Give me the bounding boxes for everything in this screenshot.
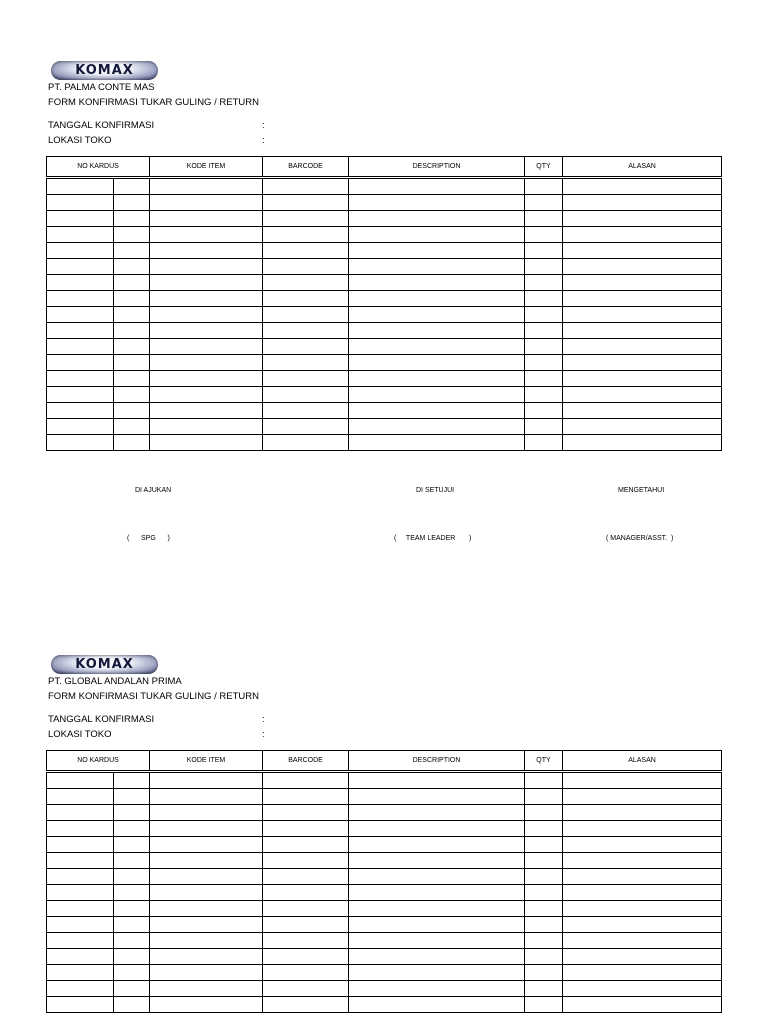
table-row xyxy=(47,227,722,243)
table-cell[interactable] xyxy=(349,949,525,965)
items-table xyxy=(46,750,722,1013)
table-cell[interactable] xyxy=(47,901,114,917)
table-cell[interactable] xyxy=(150,837,263,853)
table-cell[interactable] xyxy=(114,355,150,371)
table-row xyxy=(47,211,722,227)
table-cell[interactable] xyxy=(114,339,150,355)
table-cell[interactable] xyxy=(563,355,722,371)
table-cell[interactable] xyxy=(563,837,722,853)
table-cell[interactable] xyxy=(525,291,563,307)
table-body xyxy=(47,178,722,451)
table-cell[interactable] xyxy=(263,789,349,805)
col-header-alasan: ALASAN xyxy=(563,751,722,772)
table-cell[interactable] xyxy=(150,387,263,403)
table-cell[interactable] xyxy=(150,885,263,901)
table-cell[interactable] xyxy=(47,435,114,451)
table-cell[interactable] xyxy=(114,291,150,307)
table-cell[interactable] xyxy=(525,821,563,837)
col-header-description: DESCRIPTION xyxy=(349,751,525,772)
table-cell[interactable] xyxy=(349,965,525,981)
table-cell[interactable] xyxy=(563,259,722,275)
table-cell[interactable] xyxy=(114,949,150,965)
table-cell[interactable] xyxy=(150,981,263,997)
table-cell[interactable] xyxy=(349,997,525,1013)
tanggal-konfirmasi-colon: : xyxy=(262,120,265,131)
table-cell[interactable] xyxy=(563,243,722,259)
table-row xyxy=(47,869,722,885)
table-cell[interactable] xyxy=(114,371,150,387)
table-cell[interactable] xyxy=(114,243,150,259)
table-cell[interactable] xyxy=(114,853,150,869)
table-cell[interactable] xyxy=(150,307,263,323)
table-cell[interactable] xyxy=(349,307,525,323)
table-cell[interactable] xyxy=(114,965,150,981)
signature-name-spg: ( SPG ) xyxy=(127,535,170,542)
table-cell[interactable] xyxy=(263,917,349,933)
table-cell[interactable] xyxy=(47,275,114,291)
form-title: FORM KONFIRMASI TUKAR GULING / RETURN xyxy=(48,691,259,702)
table-cell[interactable] xyxy=(150,853,263,869)
table-row xyxy=(47,997,722,1013)
table-cell[interactable] xyxy=(47,933,114,949)
table-cell[interactable] xyxy=(47,243,114,259)
tanggal-konfirmasi-label: TANGGAL KONFIRMASI xyxy=(48,120,155,131)
table-cell[interactable] xyxy=(525,195,563,211)
table-cell[interactable] xyxy=(563,435,722,451)
table-cell[interactable] xyxy=(525,419,563,435)
table-cell[interactable] xyxy=(47,339,114,355)
table-cell[interactable] xyxy=(525,997,563,1013)
table-cell[interactable] xyxy=(525,917,563,933)
col-header-no-kardus: NO KARDUS xyxy=(47,751,150,772)
table-cell[interactable] xyxy=(563,997,722,1013)
lokasi-toko-colon: : xyxy=(262,135,265,146)
table-cell[interactable] xyxy=(150,772,263,789)
table-cell[interactable] xyxy=(525,339,563,355)
table-cell[interactable] xyxy=(525,949,563,965)
table-cell[interactable] xyxy=(349,403,525,419)
table-cell[interactable] xyxy=(349,387,525,403)
table-body xyxy=(47,772,722,1013)
table-cell[interactable] xyxy=(525,869,563,885)
table-cell[interactable] xyxy=(114,307,150,323)
table-row xyxy=(47,981,722,997)
table-cell[interactable] xyxy=(114,933,150,949)
table-cell[interactable] xyxy=(150,195,263,211)
table-cell[interactable] xyxy=(47,355,114,371)
table-cell[interactable] xyxy=(114,917,150,933)
table-cell[interactable] xyxy=(525,307,563,323)
lokasi-toko-colon: : xyxy=(262,729,265,740)
table-cell[interactable] xyxy=(563,307,722,323)
col-header-barcode: BARCODE xyxy=(263,751,349,772)
table-cell[interactable] xyxy=(525,933,563,949)
table-cell[interactable] xyxy=(114,837,150,853)
table-row xyxy=(47,789,722,805)
table-cell[interactable] xyxy=(525,772,563,789)
table-cell[interactable] xyxy=(563,805,722,821)
col-header-qty: QTY xyxy=(525,157,563,178)
table-cell[interactable] xyxy=(47,387,114,403)
table-cell[interactable] xyxy=(47,981,114,997)
table-cell[interactable] xyxy=(47,805,114,821)
lokasi-toko-label: LOKASI TOKO xyxy=(48,729,112,740)
table-cell[interactable] xyxy=(263,195,349,211)
table-cell[interactable] xyxy=(150,323,263,339)
table-cell[interactable] xyxy=(525,885,563,901)
table-cell[interactable] xyxy=(263,355,349,371)
table-cell[interactable] xyxy=(114,178,150,195)
table-cell[interactable] xyxy=(47,291,114,307)
table-cell[interactable] xyxy=(114,259,150,275)
table-cell[interactable] xyxy=(114,323,150,339)
table-cell[interactable] xyxy=(563,227,722,243)
col-header-qty: QTY xyxy=(525,751,563,772)
table-cell[interactable] xyxy=(150,917,263,933)
table-cell[interactable] xyxy=(263,949,349,965)
table-cell[interactable] xyxy=(349,291,525,307)
table-cell[interactable] xyxy=(114,901,150,917)
table-cell[interactable] xyxy=(525,901,563,917)
table-cell[interactable] xyxy=(47,371,114,387)
table-row xyxy=(47,259,722,275)
table-cell[interactable] xyxy=(263,772,349,789)
table-row xyxy=(47,323,722,339)
table-cell[interactable] xyxy=(349,869,525,885)
signature-name-manager: ( MANAGER/ASST. ) xyxy=(606,535,674,542)
col-header-description: DESCRIPTION xyxy=(349,157,525,178)
table-cell[interactable] xyxy=(114,195,150,211)
table-cell[interactable] xyxy=(114,789,150,805)
table-cell[interactable] xyxy=(349,821,525,837)
table-cell[interactable] xyxy=(263,997,349,1013)
table-cell[interactable] xyxy=(525,178,563,195)
table-cell[interactable] xyxy=(47,965,114,981)
table-cell[interactable] xyxy=(114,227,150,243)
table-cell[interactable] xyxy=(263,387,349,403)
table-cell[interactable] xyxy=(47,178,114,195)
table-cell[interactable] xyxy=(525,387,563,403)
table-cell[interactable] xyxy=(114,211,150,227)
table-cell[interactable] xyxy=(150,291,263,307)
table-cell[interactable] xyxy=(563,965,722,981)
table-row xyxy=(47,772,722,789)
komax-logo: KOMAX xyxy=(51,655,158,674)
table-cell[interactable] xyxy=(349,981,525,997)
table-cell[interactable] xyxy=(263,435,349,451)
table-cell[interactable] xyxy=(263,307,349,323)
table-cell[interactable] xyxy=(349,211,525,227)
table-cell[interactable] xyxy=(349,195,525,211)
table-cell[interactable] xyxy=(47,837,114,853)
table-cell[interactable] xyxy=(47,403,114,419)
table-row xyxy=(47,339,722,355)
table-cell[interactable] xyxy=(150,821,263,837)
table-cell[interactable] xyxy=(263,275,349,291)
table-cell[interactable] xyxy=(47,853,114,869)
table-row xyxy=(47,275,722,291)
table-cell[interactable] xyxy=(150,901,263,917)
table-cell[interactable] xyxy=(114,772,150,789)
table-cell[interactable] xyxy=(114,821,150,837)
table-cell[interactable] xyxy=(150,339,263,355)
table-row xyxy=(47,291,722,307)
table-cell[interactable] xyxy=(349,805,525,821)
table-cell[interactable] xyxy=(150,869,263,885)
table-cell[interactable] xyxy=(349,837,525,853)
table-cell[interactable] xyxy=(525,403,563,419)
table-cell[interactable] xyxy=(349,917,525,933)
table-cell[interactable] xyxy=(150,933,263,949)
table-cell[interactable] xyxy=(47,307,114,323)
table-cell[interactable] xyxy=(525,243,563,259)
table-cell[interactable] xyxy=(563,387,722,403)
table-row xyxy=(47,243,722,259)
col-header-alasan: ALASAN xyxy=(563,157,722,178)
table-cell[interactable] xyxy=(349,259,525,275)
table-cell[interactable] xyxy=(563,949,722,965)
table-cell[interactable] xyxy=(114,275,150,291)
table-row xyxy=(47,805,722,821)
table-cell[interactable] xyxy=(47,211,114,227)
table-cell[interactable] xyxy=(47,917,114,933)
table-cell[interactable] xyxy=(563,339,722,355)
table-cell[interactable] xyxy=(525,259,563,275)
table-cell[interactable] xyxy=(563,403,722,419)
table-cell[interactable] xyxy=(150,275,263,291)
table-cell[interactable] xyxy=(563,772,722,789)
table-cell[interactable] xyxy=(263,323,349,339)
table-row xyxy=(47,853,722,869)
col-header-barcode: BARCODE xyxy=(263,157,349,178)
tanggal-konfirmasi-colon: : xyxy=(262,714,265,725)
table-row xyxy=(47,933,722,949)
table-cell[interactable] xyxy=(263,885,349,901)
table-row xyxy=(47,917,722,933)
table-cell[interactable] xyxy=(525,805,563,821)
table-cell[interactable] xyxy=(525,789,563,805)
table-cell[interactable] xyxy=(150,419,263,435)
table-row xyxy=(47,821,722,837)
table-cell[interactable] xyxy=(263,211,349,227)
table-row xyxy=(47,355,722,371)
table-cell[interactable] xyxy=(563,789,722,805)
table-cell[interactable] xyxy=(47,789,114,805)
table-cell[interactable] xyxy=(114,419,150,435)
table-row xyxy=(47,837,722,853)
table-cell[interactable] xyxy=(563,419,722,435)
table-cell[interactable] xyxy=(150,355,263,371)
table-cell[interactable] xyxy=(563,917,722,933)
table-cell[interactable] xyxy=(114,403,150,419)
table-header-row xyxy=(47,157,722,178)
table-cell[interactable] xyxy=(349,933,525,949)
table-cell[interactable] xyxy=(349,371,525,387)
table-cell[interactable] xyxy=(47,195,114,211)
table-cell[interactable] xyxy=(563,869,722,885)
table-cell[interactable] xyxy=(114,997,150,1013)
table-cell[interactable] xyxy=(47,821,114,837)
table-cell[interactable] xyxy=(150,259,263,275)
table-cell[interactable] xyxy=(563,885,722,901)
signature-heading-disetujui: DI SETUJUI xyxy=(416,487,455,494)
table-cell[interactable] xyxy=(563,901,722,917)
table-row xyxy=(47,435,722,451)
table-cell[interactable] xyxy=(349,323,525,339)
table-row xyxy=(47,949,722,965)
table-cell[interactable] xyxy=(47,772,114,789)
table-cell[interactable] xyxy=(263,821,349,837)
table-cell[interactable] xyxy=(263,869,349,885)
table-cell[interactable] xyxy=(563,178,722,195)
table-row xyxy=(47,965,722,981)
table-cell[interactable] xyxy=(563,275,722,291)
table-cell[interactable] xyxy=(349,885,525,901)
table-cell[interactable] xyxy=(525,435,563,451)
table-row xyxy=(47,178,722,195)
table-cell[interactable] xyxy=(150,371,263,387)
table-cell[interactable] xyxy=(525,837,563,853)
table-cell[interactable] xyxy=(263,227,349,243)
table-cell[interactable] xyxy=(47,323,114,339)
table-cell[interactable] xyxy=(263,901,349,917)
table-cell[interactable] xyxy=(150,211,263,227)
table-cell[interactable] xyxy=(349,275,525,291)
table-cell[interactable] xyxy=(47,259,114,275)
table-cell[interactable] xyxy=(263,805,349,821)
signature-name-team-leader: ( TEAM LEADER ) xyxy=(394,535,472,542)
table-row xyxy=(47,371,722,387)
table-header-row xyxy=(47,751,722,772)
table-cell[interactable] xyxy=(563,195,722,211)
table-cell[interactable] xyxy=(150,997,263,1013)
table-row xyxy=(47,403,722,419)
table-cell[interactable] xyxy=(114,869,150,885)
table-row xyxy=(47,419,722,435)
table-cell[interactable] xyxy=(563,323,722,339)
komax-logo: KOMAX xyxy=(51,61,158,80)
table-cell[interactable] xyxy=(349,227,525,243)
table-cell[interactable] xyxy=(114,435,150,451)
table-cell[interactable] xyxy=(349,435,525,451)
table-cell[interactable] xyxy=(150,178,263,195)
table-cell[interactable] xyxy=(114,981,150,997)
table-cell[interactable] xyxy=(525,227,563,243)
table-cell[interactable] xyxy=(349,901,525,917)
table-cell[interactable] xyxy=(349,772,525,789)
signature-heading-mengetahui: MENGETAHUI xyxy=(618,487,665,494)
table-cell[interactable] xyxy=(349,789,525,805)
table-cell[interactable] xyxy=(114,805,150,821)
table-cell[interactable] xyxy=(525,965,563,981)
table-cell[interactable] xyxy=(263,853,349,869)
lokasi-toko-label: LOKASI TOKO xyxy=(48,135,112,146)
signature-heading-diajukan: DI AJUKAN xyxy=(135,487,172,494)
company-name: PT. GLOBAL ANDALAN PRIMA xyxy=(48,676,182,687)
table-cell[interactable] xyxy=(349,339,525,355)
table-cell[interactable] xyxy=(263,419,349,435)
table-cell[interactable] xyxy=(525,275,563,291)
table-cell[interactable] xyxy=(47,227,114,243)
table-cell[interactable] xyxy=(150,435,263,451)
table-cell[interactable] xyxy=(47,419,114,435)
col-header-no-kardus: NO KARDUS xyxy=(47,157,150,178)
table-row xyxy=(47,901,722,917)
table-cell[interactable] xyxy=(263,178,349,195)
table-cell[interactable] xyxy=(563,981,722,997)
table-cell[interactable] xyxy=(525,853,563,869)
table-cell[interactable] xyxy=(263,837,349,853)
table-cell[interactable] xyxy=(263,339,349,355)
items-table xyxy=(46,156,722,451)
table-cell[interactable] xyxy=(263,965,349,981)
table-cell[interactable] xyxy=(525,355,563,371)
table-cell[interactable] xyxy=(114,387,150,403)
table-cell[interactable] xyxy=(263,291,349,307)
table-cell[interactable] xyxy=(263,403,349,419)
table-cell[interactable] xyxy=(525,981,563,997)
table-cell[interactable] xyxy=(150,789,263,805)
table-cell[interactable] xyxy=(263,981,349,997)
company-name: PT. PALMA CONTE MAS xyxy=(48,82,155,93)
table-cell[interactable] xyxy=(525,323,563,339)
table-cell[interactable] xyxy=(263,243,349,259)
table-cell[interactable] xyxy=(563,371,722,387)
table-row xyxy=(47,195,722,211)
table-cell[interactable] xyxy=(150,949,263,965)
table-cell[interactable] xyxy=(47,949,114,965)
table-cell[interactable] xyxy=(150,805,263,821)
table-cell[interactable] xyxy=(263,259,349,275)
table-cell[interactable] xyxy=(263,371,349,387)
table-cell[interactable] xyxy=(563,853,722,869)
table-cell[interactable] xyxy=(47,869,114,885)
table-cell[interactable] xyxy=(150,965,263,981)
col-header-kode-item: KODE ITEM xyxy=(150,751,263,772)
table-cell[interactable] xyxy=(563,291,722,307)
table-cell[interactable] xyxy=(150,227,263,243)
table-cell[interactable] xyxy=(525,371,563,387)
table-cell[interactable] xyxy=(349,419,525,435)
table-cell[interactable] xyxy=(349,355,525,371)
col-header-kode-item: KODE ITEM xyxy=(150,157,263,178)
table-cell[interactable] xyxy=(563,933,722,949)
table-cell[interactable] xyxy=(114,885,150,901)
table-row xyxy=(47,387,722,403)
table-cell[interactable] xyxy=(349,853,525,869)
table-cell[interactable] xyxy=(563,211,722,227)
table-cell[interactable] xyxy=(525,211,563,227)
table-cell[interactable] xyxy=(150,403,263,419)
table-cell[interactable] xyxy=(47,997,114,1013)
table-cell[interactable] xyxy=(47,885,114,901)
table-cell[interactable] xyxy=(150,243,263,259)
table-cell[interactable] xyxy=(563,821,722,837)
tanggal-konfirmasi-label: TANGGAL KONFIRMASI xyxy=(48,714,155,725)
table-cell[interactable] xyxy=(349,178,525,195)
form-title: FORM KONFIRMASI TUKAR GULING / RETURN xyxy=(48,97,259,108)
table-cell[interactable] xyxy=(263,933,349,949)
table-row xyxy=(47,885,722,901)
table-cell[interactable] xyxy=(349,243,525,259)
table-row xyxy=(47,307,722,323)
